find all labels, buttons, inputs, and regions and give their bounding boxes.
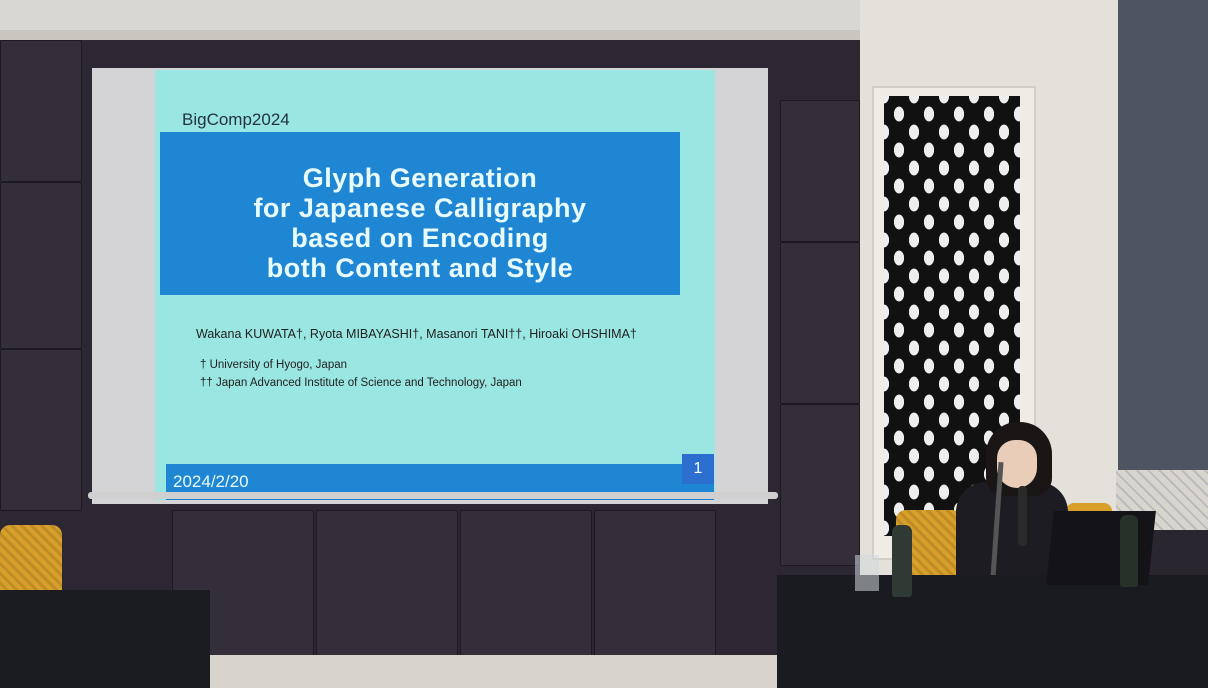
water-bottle	[1120, 515, 1138, 587]
affiliation-1: † University of Hyogo, Japan	[200, 359, 348, 371]
title-line: based on Encoding	[291, 223, 549, 253]
title-line: both Content and Style	[266, 253, 574, 283]
water-bottle	[892, 525, 912, 597]
wall-panel	[780, 242, 860, 404]
wall-panel	[780, 404, 860, 566]
wall-panel	[780, 100, 860, 242]
conference-tag: BigComp2024	[182, 110, 290, 129]
microphone	[1018, 486, 1027, 546]
wall-panel	[316, 510, 458, 657]
affiliation-2: †† Japan Advanced Institute of Science and Technology, Japan	[200, 377, 522, 389]
curtain	[1118, 0, 1208, 480]
title-line: for Japanese Calligraphy	[253, 193, 587, 223]
slide-title	[160, 163, 680, 283]
laptop	[1046, 511, 1156, 585]
wall-panel	[594, 510, 716, 657]
wall-panel	[0, 182, 82, 349]
table	[0, 590, 210, 688]
slide-date: 2024/2/20	[173, 472, 249, 491]
speaker-table	[777, 575, 1208, 688]
wall-panel	[0, 349, 82, 511]
title-line: Glyph Generation	[302, 163, 538, 193]
screen-bottom-bar	[88, 492, 778, 499]
author-list: Wakana KUWATA†, Ryota MIBAYASHI†, Masanori TANI††, Hiroaki OHSHIMA†	[196, 327, 637, 341]
wall-panel	[460, 510, 592, 657]
wall-panel	[0, 40, 82, 182]
slide-page-number: 1	[682, 454, 714, 484]
water-glass	[855, 555, 879, 591]
